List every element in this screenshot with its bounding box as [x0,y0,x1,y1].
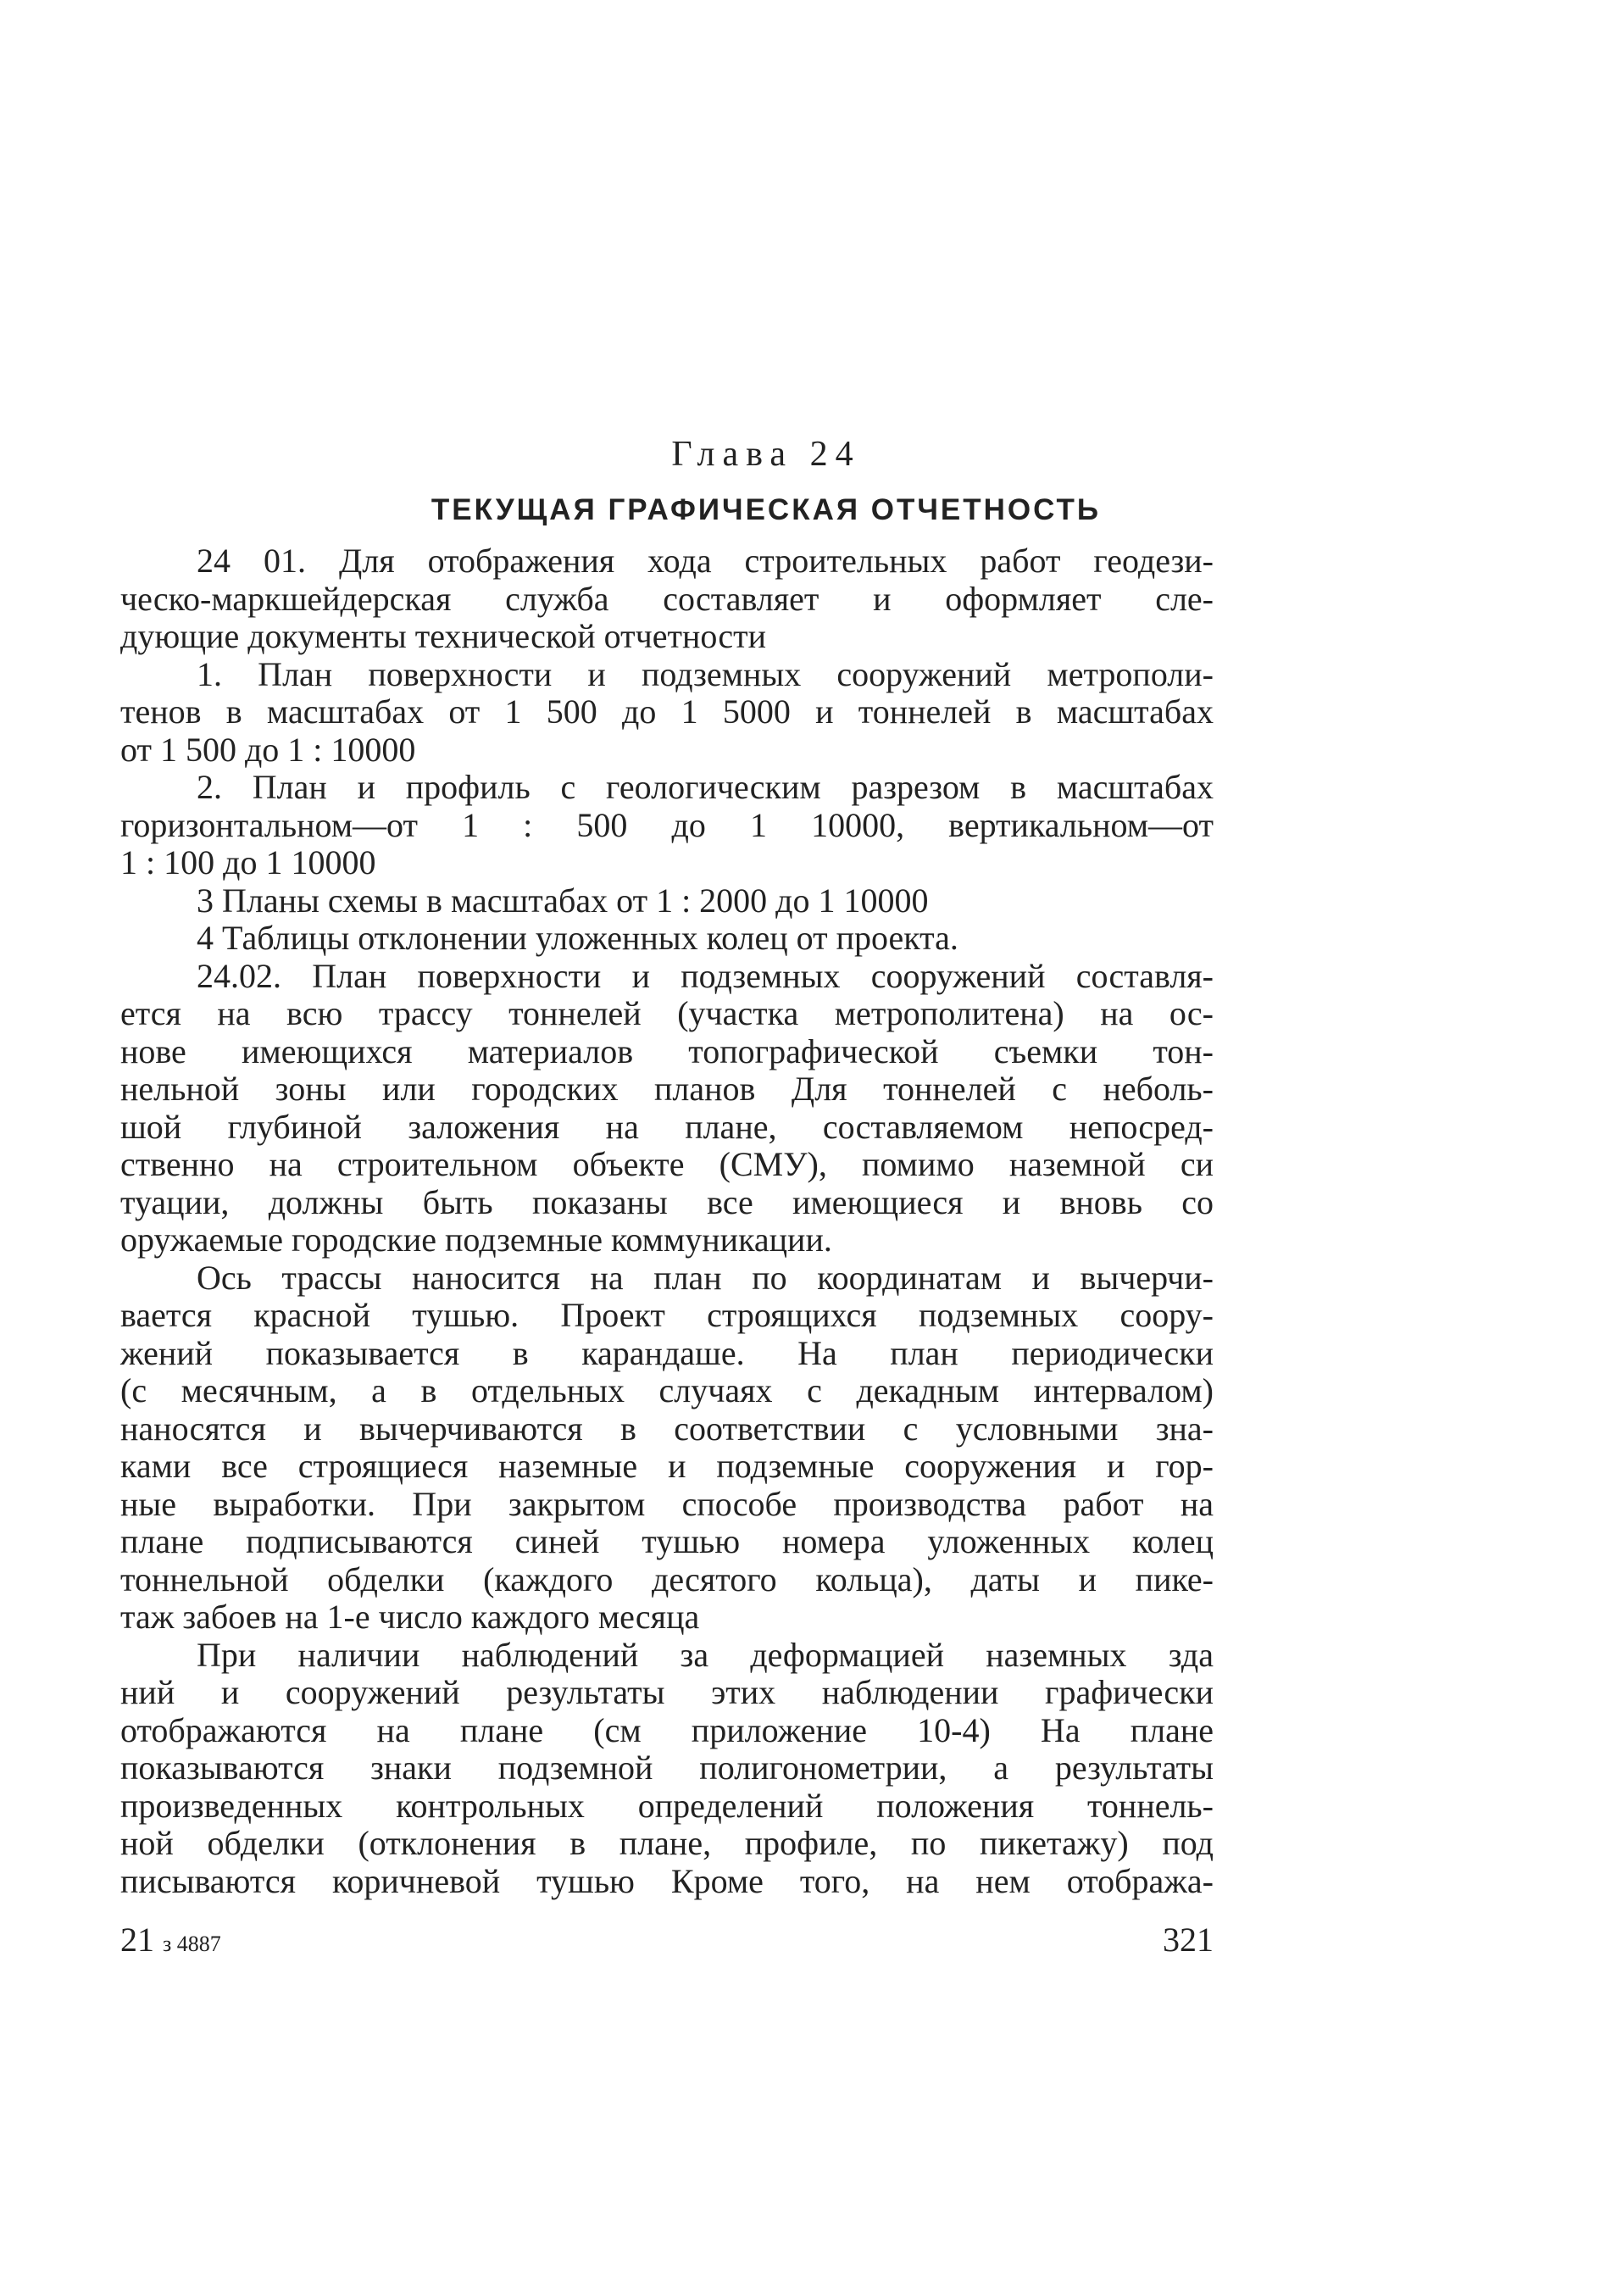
text-line: нове имеющихся материалов топографической съемки тон- [120,1031,1214,1070]
text-line: (с месячным, а в отдельных случаях с декадным интервалом) [120,1371,1214,1409]
text-line: 4 Таблицы отклонении уложенных колец от проекта. [197,919,958,957]
text-line: ется на всю трассу тоннелей (участка метрополитена) на ос- [120,994,1214,1032]
printer-signature [120,1920,221,1960]
text-line: оружаемые городские подземные коммуникации. [120,1220,832,1259]
text-line: таж забоев на 1-е число каждого месяца [120,1598,700,1636]
text-line: горизонтальном—от 1 : 500 до 1 10000, вертикальном—от [120,805,1214,844]
text-line: дующие документы технической отчетности [120,617,767,655]
text-line: ственно на строительном объекте (СМУ), помимо наземной си [120,1145,1214,1183]
text-line: ками все строящиеся наземные и подземные сооружения и гор- [120,1447,1214,1485]
signature-number: 21 [120,1921,154,1959]
body-text [120,542,1214,1900]
text-line: ний и сооружений результаты этих наблюдении графически [120,1673,1214,1711]
text-line: При наличии наблюдений за деформацией наземных зда [197,1635,1214,1674]
text-line: показываются знаки подземной полигонометрии, а результаты [120,1748,1214,1787]
text-line: наносятся и вычерчиваются в соответствии с условными зна- [120,1409,1214,1448]
text-line: 24 01. Для отображения хода строительных работ геодези- [197,542,1214,580]
text-line: шой глубиной заложения на плане, составляемом непосред- [120,1107,1214,1146]
text-line: 24.02. План поверхности и подземных сооружений составля- [197,956,1214,995]
page-number: 321 [1163,1921,1214,1959]
text-line: нельной зоны или городских планов Для тоннелей с неболь- [120,1070,1214,1108]
text-line: плане подписываются синей тушью номера уложенных колец [120,1522,1214,1560]
text-line: 2. План и профиль с геологическим разрезом в масштабах [197,768,1214,806]
text-line: Ось трассы наносится на план по координатам и вычерчи- [197,1258,1214,1297]
text-line: 3 Планы схемы в масштабах от 1 : 2000 до 1 10000 [197,881,929,920]
text-line: писываются коричневой тушью Кроме того, на нем отобража- [120,1861,1214,1900]
chapter-title: ТЕКУЩАЯ ГРАФИЧЕСКАЯ ОТЧЕТНОСТЬ [431,493,1102,526]
chapter-label: Глава 24 [671,435,861,474]
signature-order: з 4887 [163,1932,221,1956]
text-line: вается красной тушью. Проект строящихся подземных соору- [120,1296,1214,1334]
text-line: произведенных контрольных определений положения тоннель- [120,1786,1214,1825]
text-line: ные выработки. При закрытом способе производства работ на [120,1484,1214,1523]
text-line: 1 : 100 до 1 10000 [120,843,376,881]
text-line: ческо-маркшейдерская служба составляет и оформляет сле- [120,579,1214,618]
text-line: туации, должны быть показаны все имеющиеся и вновь со [120,1182,1214,1221]
text-line: 1. План поверхности и подземных сооружений метрополи- [197,654,1214,693]
text-line: тенов в масштабах от 1 500 до 1 5000 и тоннелей в масштабах [120,692,1214,731]
text-line: тоннельной обделки (каждого десятого кольца), даты и пике- [120,1559,1214,1598]
text-line: отображаются на плане (см приложение 10-4) На плане [120,1710,1214,1749]
text-line: ной обделки (отклонения в плане, профиле, по пикетажу) под [120,1824,1214,1862]
text-line: от 1 500 до 1 : 10000 [120,730,416,769]
text-line: жений показывается в карандаше. На план периодически [120,1333,1214,1372]
